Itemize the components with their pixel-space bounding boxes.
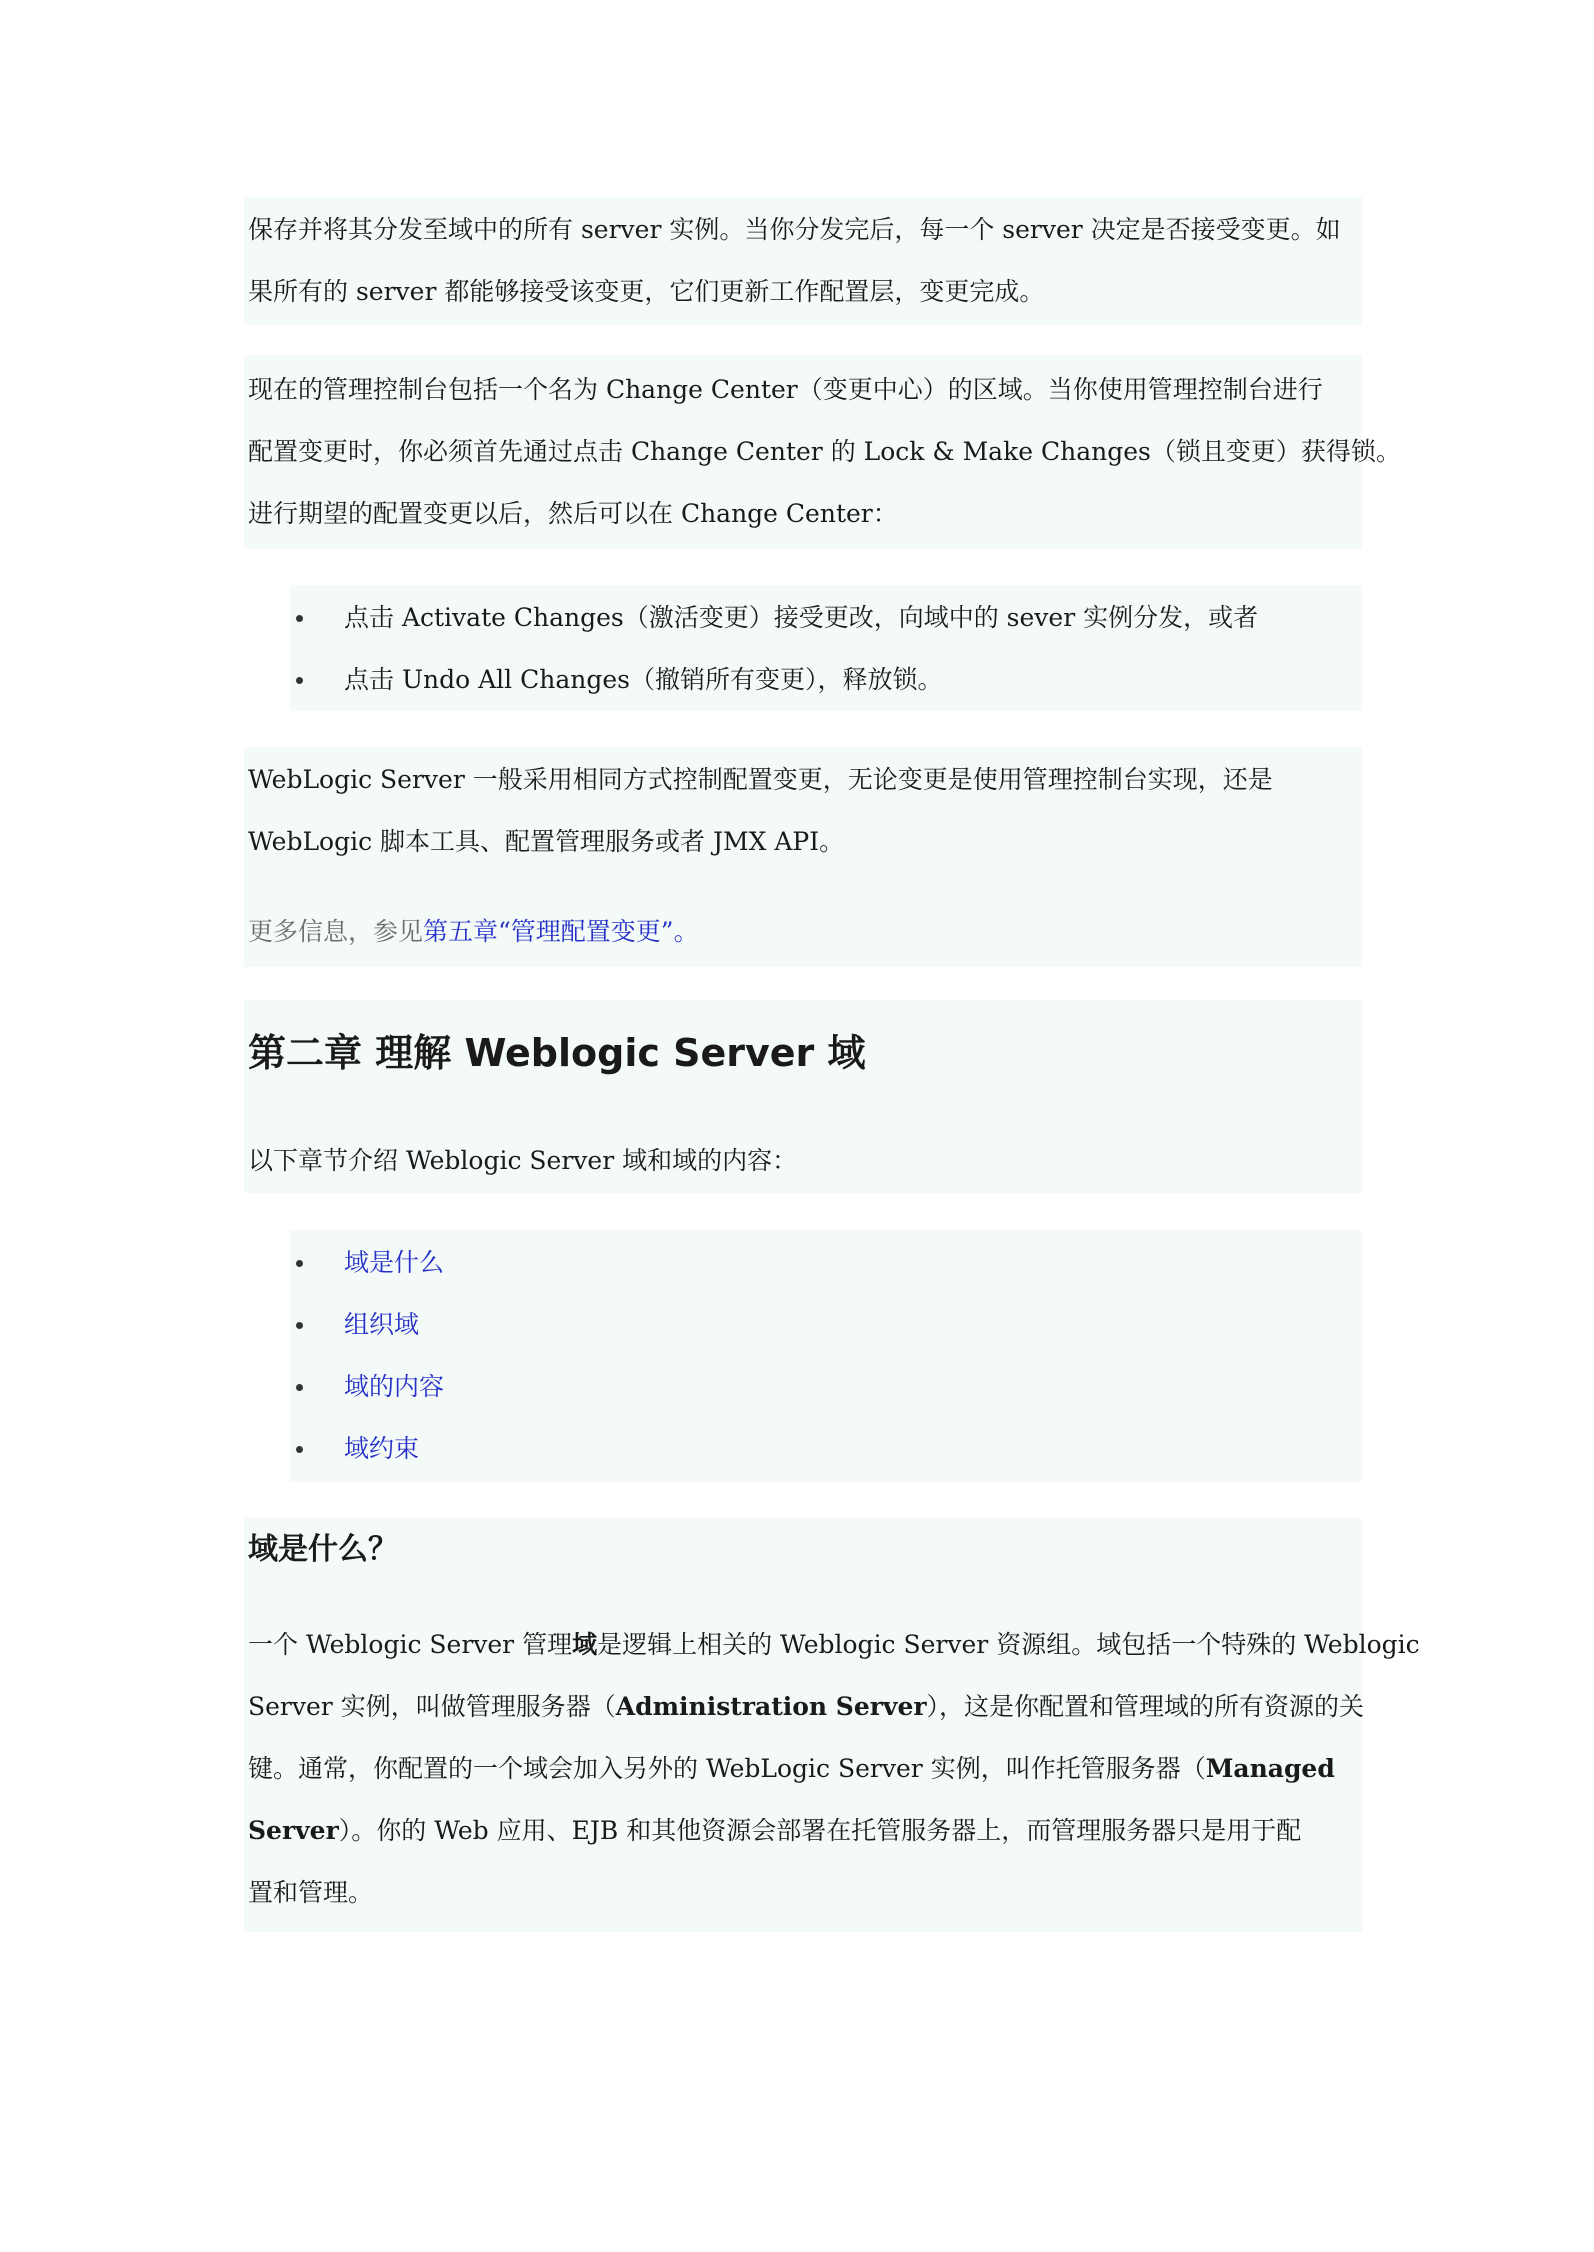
paragraph-line: WebLogic Server 一般采用相同方式控制配置变更，无论变更是使用管理控制台实现，还是 (248, 765, 1273, 794)
bullet-icon (296, 1260, 303, 1267)
paragraph-weblogic-config (244, 747, 1362, 967)
bullet-icon (296, 1322, 303, 1329)
paragraph-line: 果所有的 server 都能够接受该变更，它们更新工作配置层，变更完成。 (248, 277, 1045, 306)
section-what-is-domain (244, 1518, 1420, 1932)
toc-item (290, 1294, 444, 1356)
paragraph-line: 一个 Weblogic Server 管理域是逻辑上相关的 Weblogic Server 资源组。域包括一个特殊的 Weblogic (248, 1630, 1420, 1659)
change-center-actions-list (290, 585, 1362, 711)
chapter-five-link[interactable]: 第五章“管理配置变更”。 (423, 917, 699, 946)
more-info-line: 更多信息，参见第五章“管理配置变更”。 (248, 917, 699, 946)
paragraph-line: Server）。你的 Web 应用、EJB 和其他资源会部署在托管服务器上，而管理服务器只是用于配 (248, 1816, 1302, 1845)
paragraph-line: 配置变更时，你必须首先通过点击 Change Center 的 Lock & Make Changes（锁且变更）获得锁。 (248, 437, 1401, 466)
paragraph-line: WebLogic 脚本工具、配置管理服务或者 JMX API。 (248, 827, 845, 856)
paragraph-line: 现在的管理控制台包括一个名为 Change Center（变更中心）的区域。当你使用管理控制台进行 (248, 375, 1323, 404)
list-item: 点击 Undo All Changes（撤销所有变更），释放锁。 (290, 649, 1258, 711)
toc-link-domain-contents[interactable]: 域的内容 (344, 1372, 445, 1401)
paragraph-line: 键。通常，你配置的一个域会加入另外的 WebLogic Server 实例，叫作托管服务器（Managed (248, 1754, 1335, 1783)
chapter-title: 第二章 理解 Weblogic Server 域 (248, 1030, 866, 1075)
paragraph-line: 保存并将其分发至域中的所有 server 实例。当你分发完后，每一个 server 决定是否接受变更。如 (248, 215, 1341, 244)
chapter-toc-list (290, 1230, 1362, 1482)
bullet-icon (296, 615, 303, 622)
chapter-intro: 以下章节介绍 Weblogic Server 域和域的内容： (248, 1146, 798, 1175)
toc-link-what-is-domain[interactable]: 域是什么 (344, 1248, 445, 1277)
bullet-icon (296, 1446, 303, 1453)
toc-link-organize-domain[interactable]: 组织域 (344, 1310, 420, 1339)
list-item: 点击 Activate Changes（激活变更）接受更改，向域中的 sever 实例分发，或者 (290, 587, 1258, 649)
paragraph-line: 置和管理。 (248, 1878, 374, 1907)
toc-item (290, 1356, 444, 1418)
toc-link-domain-constraints[interactable]: 域约束 (344, 1434, 420, 1463)
paragraph-config-distribution (244, 197, 1362, 325)
toc-item (290, 1232, 444, 1294)
paragraph-change-center (244, 355, 1401, 549)
chapter-two-section (244, 1000, 1362, 1193)
toc-item (290, 1418, 444, 1480)
bullet-icon (296, 677, 303, 684)
bullet-icon (296, 1384, 303, 1391)
paragraph-line: Server 实例，叫做管理服务器（Administration Server），这是你配置和管理域的所有资源的关 (248, 1692, 1365, 1721)
section-title: 域是什么？ (248, 1532, 398, 1567)
paragraph-line: 进行期望的配置变更以后，然后可以在 Change Center： (248, 499, 898, 528)
